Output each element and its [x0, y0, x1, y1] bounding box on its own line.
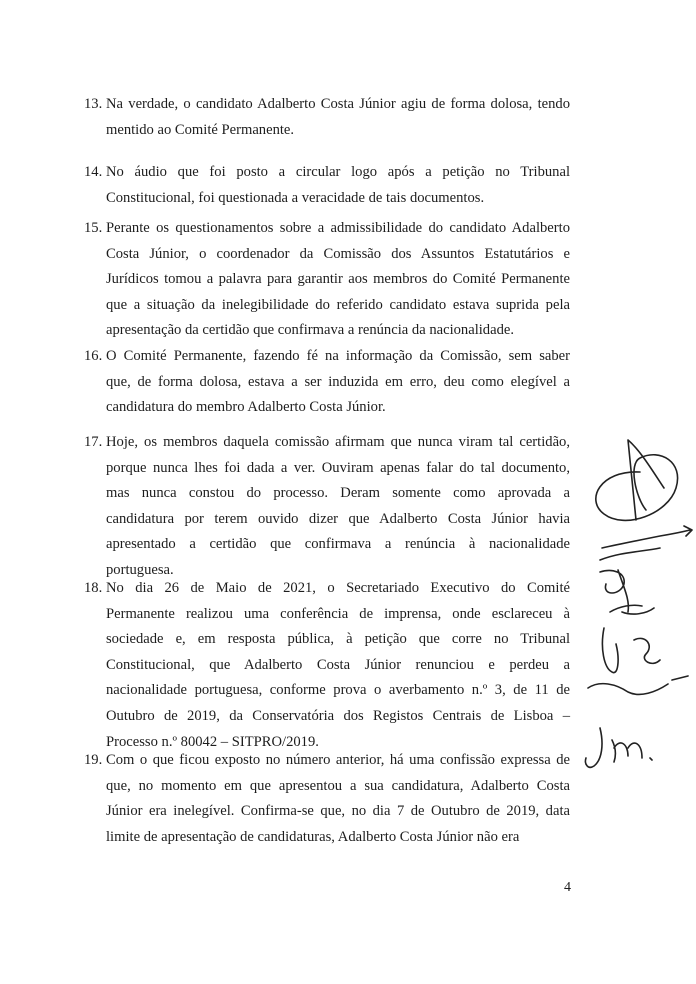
signature-mark-7: [585, 728, 652, 767]
paragraph-number: 19.: [84, 752, 103, 768]
paragraph-18: [84, 576, 570, 755]
paragraph-19: [84, 748, 570, 850]
paragraph-line: Constitucional, que Adalberto Costa Júnior renunciou e perdeu a: [106, 656, 570, 673]
paragraph-line: Permanente realizou uma conferência de imprensa, onde esclareceu à: [106, 605, 570, 622]
paragraph-line: que, de forma dolosa, estava a ser induzida em erro, deu como elegível a: [106, 373, 570, 390]
paragraph-line: Com o que ficou exposto no número anterior, há uma confissão expressa de: [106, 752, 570, 768]
paragraph-line: limite de apresentação de candidaturas, Adalberto Costa Júnior não era: [106, 828, 520, 845]
paragraph-line: porque nunca lhes foi dada a ver. Ouviram apenas falar do tal documento,: [106, 459, 570, 476]
paragraph-line: Jurídicos tomou a palavra para garantir aos membros do Comité Permanente: [106, 271, 570, 288]
paragraph-line: candidatura do membro Adalberto Costa Júnior.: [106, 399, 386, 416]
paragraph-number: 16.: [84, 348, 103, 364]
paragraph-line: Júnior era inelegível. Confirma-se que, no dia 7 de Outubro de 2019, data: [106, 803, 570, 820]
paragraph-13: [84, 92, 570, 143]
paragraph-line: Processo n.º 80042 – SITPRO/2019.: [106, 733, 319, 750]
signature-mark-3: [600, 570, 628, 612]
paragraph-line: que, no momento em que apresentou a sua candidatura, Adalberto Costa: [106, 777, 570, 794]
paragraph-line: Na verdade, o candidato Adalberto Costa Júnior agiu de forma dolosa, tendo: [106, 96, 570, 112]
signature-mark-6: [588, 676, 688, 694]
paragraph-line: Perante os questionamentos sobre a admissibilidade do candidato Adalberto: [106, 220, 570, 236]
paragraph-line: sociedade e, em resposta pública, à petição que corre no Tribunal: [106, 631, 570, 648]
paragraph-line: que a situação da inelegibilidade do referido candidato estava suprida pela: [106, 296, 570, 313]
paragraph-line: candidatura por terem ouvido dizer que Adalberto Costa Júnior havia: [106, 510, 570, 527]
paragraph-line: mentido ao Comité Permanente.: [106, 121, 295, 138]
paragraph-number: 18.: [84, 580, 103, 596]
signature-mark-5: [602, 628, 660, 673]
page-number: 4: [564, 880, 571, 895]
paragraph-number: 13.: [84, 96, 103, 112]
paragraph-number: 15.: [84, 220, 103, 236]
paragraph-number: 17.: [84, 434, 103, 450]
paragraph-line: mas nunca constou do processo. Deram somente como aprovada a: [106, 485, 570, 502]
paragraph-17: [84, 430, 570, 584]
paragraph-line: Constitucional, foi questionada a veracidade de tais documentos.: [106, 189, 485, 206]
paragraph-line: Outubro de 2019, da Conservatória dos Registos Centrais de Lisboa –: [106, 707, 570, 724]
paragraph-line: No áudio que foi posto a circular logo após a petição no Tribunal: [106, 164, 570, 180]
signature-mark-1: [596, 440, 678, 520]
paragraph-line: apresentação da certidão que confirmava a renúncia da nacionalidade.: [106, 322, 514, 339]
paragraph-line: nacionalidade portuguesa, conforme prova o averbamento n.º 3, de 11 de: [106, 682, 570, 699]
paragraph-line: Hoje, os membros daquela comissão afirmam que nunca viram tal certidão,: [106, 434, 570, 450]
paragraph-line: portuguesa.: [106, 561, 174, 578]
paragraph-line: Costa Júnior, o coordenador da Comissão dos Assuntos Estatutários e: [106, 245, 570, 262]
paragraph-line: O Comité Permanente, fazendo fé na informação da Comissão, sem saber: [106, 348, 570, 364]
signature-mark-2: [600, 526, 692, 560]
signature-mark-4: [610, 605, 654, 614]
paragraph-15: [84, 216, 570, 344]
paragraph-line: No dia 26 de Maio de 2021, o Secretariado Executivo do Comité: [106, 580, 570, 596]
paragraph-number: 14.: [84, 164, 103, 180]
paragraph-16: [84, 344, 570, 421]
paragraph-line: apresentado a certidão que confirmava a renúncia à nacionalidade: [106, 536, 570, 553]
paragraph-14: [84, 160, 570, 211]
